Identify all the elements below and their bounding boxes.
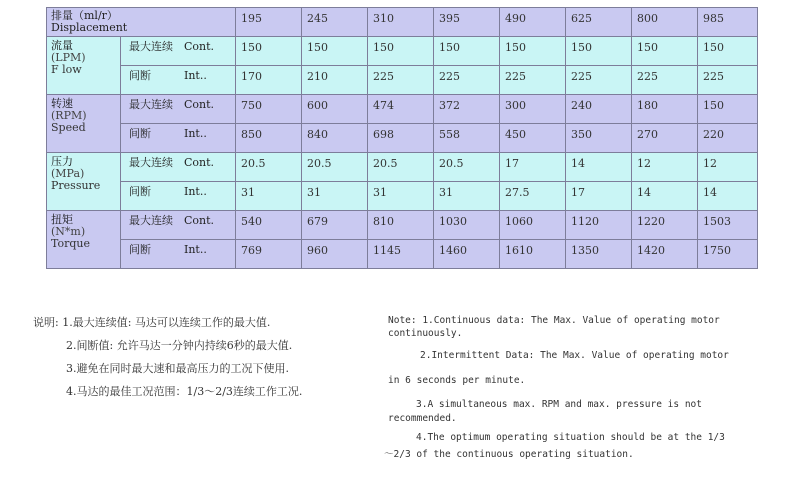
table-row [47, 66, 758, 95]
table-cell: 240 [566, 95, 632, 124]
table-row [47, 37, 758, 66]
parameter-label-en: F low [51, 63, 82, 76]
table-cell: 20.5 [236, 153, 302, 182]
mode-label [121, 240, 236, 269]
table-cell: 150 [698, 95, 758, 124]
table-cell: 150 [698, 37, 758, 66]
mode-label-en: Cont. [184, 214, 215, 227]
table-cell: 150 [434, 37, 500, 66]
parameter-label-en: Torque [51, 237, 90, 250]
table-cell: 1220 [632, 211, 698, 240]
note-en-1b: continuously. [388, 328, 463, 339]
table-cell: 300 [500, 95, 566, 124]
mode-label [121, 211, 236, 240]
table-cell: 1750 [698, 240, 758, 269]
mode-label-en: Cont. [184, 156, 215, 169]
note-cn-4: 4.马达的最佳工况范围：1/3～2/3连续工作工况. [66, 385, 303, 398]
table-cell: 698 [368, 124, 434, 153]
table-cell: 225 [500, 66, 566, 95]
table-cell: 180 [632, 95, 698, 124]
table-cell: 474 [368, 95, 434, 124]
table-cell: 220 [698, 124, 758, 153]
mode-label-cn: 间断 [129, 243, 151, 256]
table-cell: 14 [698, 182, 758, 211]
table-cell: 840 [302, 124, 368, 153]
displacement-value: 490 [500, 8, 566, 37]
table-cell: 850 [236, 124, 302, 153]
mode-label-en: Int.. [184, 69, 207, 82]
table-cell: 14 [632, 182, 698, 211]
table-cell: 1145 [368, 240, 434, 269]
table-row [47, 182, 758, 211]
table-cell: 20.5 [302, 153, 368, 182]
parameter-unit: (N*m) [51, 225, 86, 238]
displacement-value: 800 [632, 8, 698, 37]
table-cell: 225 [566, 66, 632, 95]
parameter-label-cn: 压力 [51, 155, 73, 168]
table-cell: 14 [566, 153, 632, 182]
mode-label [121, 66, 236, 95]
table-row [47, 240, 758, 269]
displacement-label-en: Displacement [51, 21, 128, 34]
table-cell: 31 [434, 182, 500, 211]
displacement-value: 625 [566, 8, 632, 37]
note-en-2a: 2.Intermittent Data: The Max. Value of operating motor [420, 350, 729, 361]
table-cell: 150 [632, 37, 698, 66]
table-cell: 1503 [698, 211, 758, 240]
table-cell: 20.5 [368, 153, 434, 182]
table-cell: 1350 [566, 240, 632, 269]
note-en-2b: in 6 seconds per minute. [388, 375, 526, 386]
mode-label-cn: 间断 [129, 69, 151, 82]
table-cell: 12 [632, 153, 698, 182]
table-cell: 150 [566, 37, 632, 66]
parameter-label-cn: 扭矩 [51, 213, 73, 226]
mode-label-cn: 最大连续 [129, 98, 173, 111]
table-cell: 750 [236, 95, 302, 124]
table-cell: 225 [434, 66, 500, 95]
table-cell: 679 [302, 211, 368, 240]
parameter-label-cn: 流量 [51, 39, 73, 52]
mode-label-cn: 最大连续 [129, 214, 173, 227]
table-cell: 150 [302, 37, 368, 66]
mode-label-cn: 间断 [129, 127, 151, 140]
note-cn-1: 说明: 1.最大连续值: 马达可以连续工作的最大值. [33, 316, 271, 329]
table-cell: 31 [236, 182, 302, 211]
table-cell: 1120 [566, 211, 632, 240]
parameter-label-cn: 转速 [51, 97, 73, 110]
displacement-value: 985 [698, 8, 758, 37]
parameter-label-en: Speed [51, 121, 86, 134]
mode-label [121, 37, 236, 66]
displacement-value: 395 [434, 8, 500, 37]
parameter-label [47, 37, 121, 95]
table-cell: 31 [368, 182, 434, 211]
displacement-label [47, 8, 236, 37]
table-cell: 960 [302, 240, 368, 269]
parameter-unit: (RPM) [51, 109, 87, 122]
table-cell: 350 [566, 124, 632, 153]
mode-label-cn: 间断 [129, 185, 151, 198]
displacement-label-cn: 排量（ml/r） [51, 9, 118, 22]
table-cell: 600 [302, 95, 368, 124]
table-cell: 810 [368, 211, 434, 240]
table-cell: 12 [698, 153, 758, 182]
note-cn-3: 3.避免在同时最大速和最高压力的工况下使用. [66, 362, 289, 375]
mode-label [121, 153, 236, 182]
table-cell: 1610 [500, 240, 566, 269]
displacement-value: 310 [368, 8, 434, 37]
note-en-3b: recommended. [388, 413, 457, 424]
table-row [47, 211, 758, 240]
mode-label-cn: 最大连续 [129, 40, 173, 53]
specification-table [46, 7, 758, 269]
mode-label-en: Cont. [184, 40, 215, 53]
mode-label [121, 95, 236, 124]
mode-label [121, 182, 236, 211]
table-cell: 372 [434, 95, 500, 124]
mode-label-en: Int.. [184, 185, 207, 198]
table-cell: 170 [236, 66, 302, 95]
table-cell: 150 [500, 37, 566, 66]
displacement-value: 245 [302, 8, 368, 37]
table-cell: 17 [500, 153, 566, 182]
table-cell: 210 [302, 66, 368, 95]
note-cn-2: 2.间断值: 允许马达一分钟内持续6秒的最大值. [66, 339, 293, 352]
mode-label-en: Int.. [184, 243, 207, 256]
table-cell: 1460 [434, 240, 500, 269]
table-cell: 450 [500, 124, 566, 153]
table-cell: 769 [236, 240, 302, 269]
table-cell: 27.5 [500, 182, 566, 211]
mode-label-cn: 最大连续 [129, 156, 173, 169]
table-cell: 540 [236, 211, 302, 240]
table-cell: 150 [236, 37, 302, 66]
mode-label-en: Int.. [184, 127, 207, 140]
table-row [47, 124, 758, 153]
table-cell: 20.5 [434, 153, 500, 182]
note-en-4a: 4.The optimum operating situation should be at the 1/3 [416, 432, 725, 443]
table-cell: 17 [566, 182, 632, 211]
note-en-3a: 3.A simultaneous max. RPM and max. pressure is not [416, 399, 702, 410]
note-en-1a: Note: 1.Continuous data: The Max. Value of operating motor [388, 315, 720, 326]
mode-label [121, 124, 236, 153]
table-cell: 225 [698, 66, 758, 95]
table-cell: 31 [302, 182, 368, 211]
mode-label-en: Cont. [184, 98, 215, 111]
table-row [47, 95, 758, 124]
parameter-unit: (LPM) [51, 51, 86, 64]
parameter-label [47, 211, 121, 269]
table-cell: 1420 [632, 240, 698, 269]
table-cell: 558 [434, 124, 500, 153]
parameter-unit: (MPa) [51, 167, 85, 180]
table-row [47, 153, 758, 182]
displacement-row [47, 8, 758, 37]
table-cell: 1030 [434, 211, 500, 240]
table-cell: 225 [632, 66, 698, 95]
table-cell: 150 [368, 37, 434, 66]
table-cell: 270 [632, 124, 698, 153]
displacement-value: 195 [236, 8, 302, 37]
parameter-label [47, 95, 121, 153]
parameter-label-en: Pressure [51, 179, 101, 192]
table-cell: 1060 [500, 211, 566, 240]
table-cell: 225 [368, 66, 434, 95]
parameter-label [47, 153, 121, 211]
note-en-4b: ～2/3 of the continuous operating situation. [384, 449, 634, 460]
